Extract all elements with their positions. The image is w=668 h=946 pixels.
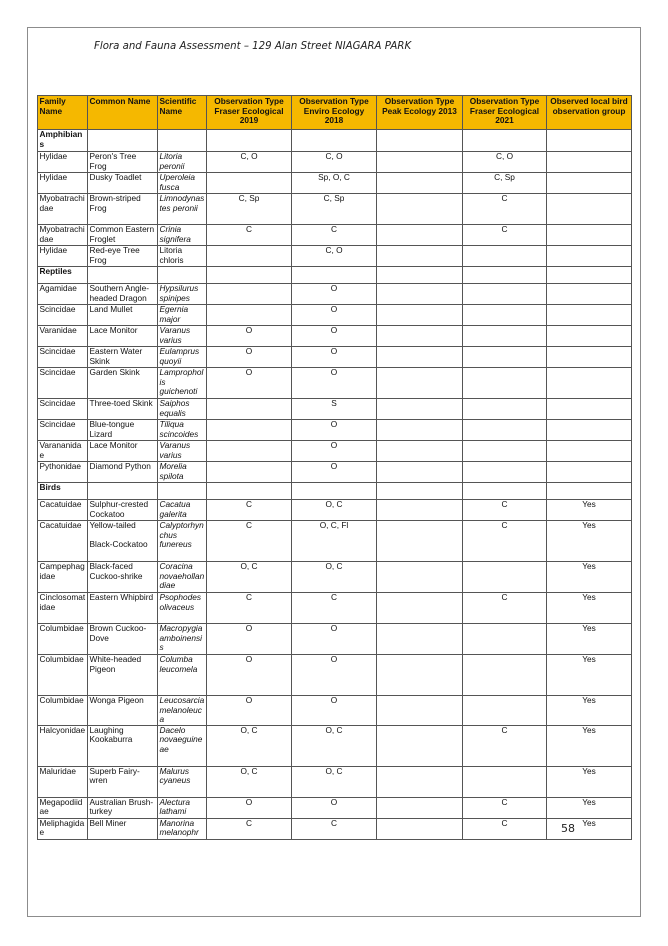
family-cell: Scincidae bbox=[38, 420, 88, 441]
scientific-name-cell: Malurus cyaneus bbox=[158, 766, 207, 797]
table-body bbox=[38, 130, 632, 840]
table-row bbox=[38, 194, 632, 225]
family-cell: Pythonidae bbox=[38, 462, 88, 483]
empty-cell bbox=[88, 130, 158, 152]
obs-fraser-2021-cell bbox=[463, 655, 547, 696]
bird-group-cell: Yes bbox=[547, 818, 632, 839]
scientific-name-cell: Coracina novaehollandiae bbox=[158, 562, 207, 593]
scientific-name-cell: Hypsilurus spinipes bbox=[158, 284, 207, 305]
common-name-cell: Sulphur-crested Cockatoo bbox=[88, 500, 158, 521]
common-name-cell: White-headed Pigeon bbox=[88, 655, 158, 696]
obs-enviro-2018-cell: O, C bbox=[292, 766, 377, 797]
obs-fraser-2019-cell: O, C bbox=[207, 725, 292, 766]
category-label: Birds bbox=[38, 483, 88, 500]
obs-fraser-2019-cell bbox=[207, 399, 292, 420]
empty-cell bbox=[463, 130, 547, 152]
empty-cell bbox=[377, 130, 463, 152]
family-cell: Columbidae bbox=[38, 624, 88, 655]
column-header: Observed local bird observation group bbox=[547, 96, 632, 130]
table-row bbox=[38, 326, 632, 347]
scientific-name-cell: Eulamprus quoyii bbox=[158, 347, 207, 368]
family-cell: Cacatuidae bbox=[38, 500, 88, 521]
bird-group-cell bbox=[547, 347, 632, 368]
column-header: Common Name bbox=[88, 96, 158, 130]
family-cell: Maluridae bbox=[38, 766, 88, 797]
column-header: Observation Type Enviro Ecology 2018 bbox=[292, 96, 377, 130]
obs-fraser-2019-cell: C bbox=[207, 521, 292, 562]
empty-cell bbox=[88, 267, 158, 284]
table-row bbox=[38, 347, 632, 368]
obs-enviro-2018-cell: O, C bbox=[292, 562, 377, 593]
common-name-cell: Dusky Toadlet bbox=[88, 173, 158, 194]
family-cell: Varanidae bbox=[38, 326, 88, 347]
obs-peak-2013-cell bbox=[377, 441, 463, 462]
column-header: Scientific Name bbox=[158, 96, 207, 130]
table-row bbox=[38, 173, 632, 194]
scientific-name-cell: Psophodes olivaceus bbox=[158, 593, 207, 624]
obs-fraser-2019-cell: C bbox=[207, 818, 292, 839]
bird-group-cell bbox=[547, 152, 632, 173]
empty-cell bbox=[207, 267, 292, 284]
scientific-name-cell: Litoria chloris bbox=[158, 246, 207, 267]
obs-fraser-2021-cell: C bbox=[463, 818, 547, 839]
obs-enviro-2018-cell: C bbox=[292, 818, 377, 839]
common-name-cell: Blue-tongue Lizard bbox=[88, 420, 158, 441]
family-cell: Cacatuidae bbox=[38, 521, 88, 562]
column-header: Observation Type Peak Ecology 2013 bbox=[377, 96, 463, 130]
obs-fraser-2021-cell: C, O bbox=[463, 152, 547, 173]
bird-group-cell: Yes bbox=[547, 655, 632, 696]
scientific-name-cell: Macropygia amboinensis bbox=[158, 624, 207, 655]
bird-group-cell bbox=[547, 420, 632, 441]
obs-fraser-2019-cell: C, O bbox=[207, 152, 292, 173]
table-row bbox=[38, 420, 632, 441]
bird-group-cell: Yes bbox=[547, 562, 632, 593]
bird-group-cell bbox=[547, 399, 632, 420]
scientific-name-cell: Alectura lathami bbox=[158, 797, 207, 818]
bird-group-cell bbox=[547, 194, 632, 225]
table-row bbox=[38, 696, 632, 726]
table-header-row bbox=[38, 96, 632, 130]
bird-group-cell: Yes bbox=[547, 624, 632, 655]
obs-fraser-2021-cell bbox=[463, 284, 547, 305]
bird-group-cell: Yes bbox=[547, 766, 632, 797]
empty-cell bbox=[377, 483, 463, 500]
obs-fraser-2021-cell bbox=[463, 305, 547, 326]
scientific-name-cell: Varanus varius bbox=[158, 326, 207, 347]
obs-fraser-2019-cell bbox=[207, 462, 292, 483]
table-row bbox=[38, 521, 632, 562]
family-cell: Scincidae bbox=[38, 368, 88, 399]
table-row bbox=[38, 725, 632, 766]
bird-group-cell: Yes bbox=[547, 696, 632, 726]
bird-group-cell bbox=[547, 225, 632, 246]
obs-fraser-2021-cell: C bbox=[463, 194, 547, 225]
bird-group-cell bbox=[547, 326, 632, 347]
obs-enviro-2018-cell: O, C, Fl bbox=[292, 521, 377, 562]
obs-peak-2013-cell bbox=[377, 152, 463, 173]
obs-enviro-2018-cell: S bbox=[292, 399, 377, 420]
obs-fraser-2021-cell bbox=[463, 766, 547, 797]
bird-group-cell bbox=[547, 441, 632, 462]
scientific-name-cell: Manorina melanophr bbox=[158, 818, 207, 839]
obs-enviro-2018-cell: O bbox=[292, 284, 377, 305]
obs-peak-2013-cell bbox=[377, 766, 463, 797]
common-name-cell: Australian Brush-turkey bbox=[88, 797, 158, 818]
obs-fraser-2019-cell bbox=[207, 305, 292, 326]
empty-cell bbox=[547, 483, 632, 500]
scientific-name-cell: Leucosarcia melanoleuca bbox=[158, 696, 207, 726]
obs-fraser-2019-cell: O bbox=[207, 696, 292, 726]
obs-fraser-2019-cell: C bbox=[207, 225, 292, 246]
family-cell: Scincidae bbox=[38, 347, 88, 368]
table-row bbox=[38, 655, 632, 696]
common-name-cell: Black-faced Cuckoo-shrike bbox=[88, 562, 158, 593]
category-row bbox=[38, 267, 632, 284]
fauna-species-table bbox=[37, 95, 632, 840]
obs-peak-2013-cell bbox=[377, 521, 463, 562]
table-row bbox=[38, 246, 632, 267]
obs-peak-2013-cell bbox=[377, 462, 463, 483]
obs-enviro-2018-cell: C, O bbox=[292, 246, 377, 267]
empty-cell bbox=[292, 483, 377, 500]
obs-fraser-2019-cell bbox=[207, 284, 292, 305]
obs-peak-2013-cell bbox=[377, 420, 463, 441]
scientific-name-cell: Lampropholis guichenoti bbox=[158, 368, 207, 399]
table-row bbox=[38, 500, 632, 521]
scientific-name-cell: Calyptorhynchus funereus bbox=[158, 521, 207, 562]
bird-group-cell bbox=[547, 305, 632, 326]
empty-cell bbox=[207, 130, 292, 152]
obs-fraser-2021-cell: C bbox=[463, 225, 547, 246]
obs-peak-2013-cell bbox=[377, 797, 463, 818]
column-header: Family Name bbox=[38, 96, 88, 130]
obs-enviro-2018-cell: O bbox=[292, 305, 377, 326]
family-cell: Agamidae bbox=[38, 284, 88, 305]
obs-peak-2013-cell bbox=[377, 725, 463, 766]
common-name-cell: Red-eye Tree Frog bbox=[88, 246, 158, 267]
common-name-cell: Brown Cuckoo-Dove bbox=[88, 624, 158, 655]
obs-enviro-2018-cell: O bbox=[292, 696, 377, 726]
scientific-name-cell: Morelia spilota bbox=[158, 462, 207, 483]
scientific-name-cell: Egernia major bbox=[158, 305, 207, 326]
table-row bbox=[38, 797, 632, 818]
obs-fraser-2019-cell: O bbox=[207, 347, 292, 368]
table-row bbox=[38, 399, 632, 420]
family-cell: Campephagidae bbox=[38, 562, 88, 593]
bird-group-cell: Yes bbox=[547, 797, 632, 818]
empty-cell bbox=[377, 267, 463, 284]
obs-fraser-2021-cell bbox=[463, 246, 547, 267]
table-row bbox=[38, 766, 632, 797]
obs-fraser-2019-cell: C bbox=[207, 500, 292, 521]
category-row bbox=[38, 130, 632, 152]
obs-fraser-2021-cell: C bbox=[463, 725, 547, 766]
obs-enviro-2018-cell: C, O bbox=[292, 152, 377, 173]
obs-enviro-2018-cell: Sp, O, C bbox=[292, 173, 377, 194]
obs-fraser-2019-cell: O bbox=[207, 655, 292, 696]
empty-cell bbox=[292, 267, 377, 284]
obs-peak-2013-cell bbox=[377, 225, 463, 246]
family-cell: Cinclosomatidae bbox=[38, 593, 88, 624]
category-row bbox=[38, 483, 632, 500]
common-name-cell: Laughing Kookaburra bbox=[88, 725, 158, 766]
obs-peak-2013-cell bbox=[377, 246, 463, 267]
common-name-cell: Common Eastern Froglet bbox=[88, 225, 158, 246]
common-name-cell: Brown-striped Frog bbox=[88, 194, 158, 225]
table-row bbox=[38, 152, 632, 173]
family-cell: Scincidae bbox=[38, 305, 88, 326]
obs-enviro-2018-cell: O bbox=[292, 624, 377, 655]
obs-peak-2013-cell bbox=[377, 562, 463, 593]
table-row bbox=[38, 562, 632, 593]
obs-enviro-2018-cell: O bbox=[292, 462, 377, 483]
column-header: Observation Type Fraser Ecological 2021 bbox=[463, 96, 547, 130]
common-name-cell: Diamond Python bbox=[88, 462, 158, 483]
obs-peak-2013-cell bbox=[377, 593, 463, 624]
obs-fraser-2019-cell: O, C bbox=[207, 766, 292, 797]
column-header: Observation Type Fraser Ecological 2019 bbox=[207, 96, 292, 130]
common-name-cell: Superb Fairy-wren bbox=[88, 766, 158, 797]
family-cell: Varananidae bbox=[38, 441, 88, 462]
table-row bbox=[38, 441, 632, 462]
common-name-cell: Lace Monitor bbox=[88, 441, 158, 462]
obs-peak-2013-cell bbox=[377, 326, 463, 347]
obs-fraser-2021-cell bbox=[463, 696, 547, 726]
obs-fraser-2021-cell bbox=[463, 420, 547, 441]
common-name-cell: Yellow-tailed Black-Cockatoo bbox=[88, 521, 158, 562]
family-cell: Myobatrachidae bbox=[38, 194, 88, 225]
scientific-name-cell: Limnodynastes peronii bbox=[158, 194, 207, 225]
obs-fraser-2021-cell: C bbox=[463, 500, 547, 521]
table-row bbox=[38, 624, 632, 655]
empty-cell bbox=[158, 267, 207, 284]
scientific-name-cell: Varanus varius bbox=[158, 441, 207, 462]
bird-group-cell bbox=[547, 246, 632, 267]
scientific-name-cell: Crinia signifera bbox=[158, 225, 207, 246]
obs-enviro-2018-cell: O, C bbox=[292, 500, 377, 521]
obs-peak-2013-cell bbox=[377, 173, 463, 194]
obs-peak-2013-cell bbox=[377, 194, 463, 225]
scientific-name-cell: Litoria peronii bbox=[158, 152, 207, 173]
empty-cell bbox=[158, 130, 207, 152]
obs-fraser-2019-cell: O bbox=[207, 368, 292, 399]
obs-fraser-2019-cell bbox=[207, 441, 292, 462]
empty-cell bbox=[463, 267, 547, 284]
common-name-cell: Garden Skink bbox=[88, 368, 158, 399]
common-name-cell: Lace Monitor bbox=[88, 326, 158, 347]
obs-peak-2013-cell bbox=[377, 696, 463, 726]
obs-enviro-2018-cell: O bbox=[292, 655, 377, 696]
empty-cell bbox=[88, 483, 158, 500]
page-number: 58 bbox=[561, 822, 575, 835]
common-name-cell: Land Mullet bbox=[88, 305, 158, 326]
obs-fraser-2019-cell bbox=[207, 246, 292, 267]
bird-group-cell bbox=[547, 173, 632, 194]
obs-enviro-2018-cell: O bbox=[292, 420, 377, 441]
obs-fraser-2021-cell bbox=[463, 347, 547, 368]
bird-group-cell: Yes bbox=[547, 593, 632, 624]
obs-fraser-2021-cell: C bbox=[463, 593, 547, 624]
obs-fraser-2021-cell bbox=[463, 399, 547, 420]
scientific-name-cell: Saiphos equalis bbox=[158, 399, 207, 420]
obs-enviro-2018-cell: C, Sp bbox=[292, 194, 377, 225]
family-cell: Myobatrachidae bbox=[38, 225, 88, 246]
obs-fraser-2019-cell: C, Sp bbox=[207, 194, 292, 225]
obs-fraser-2021-cell bbox=[463, 462, 547, 483]
empty-cell bbox=[207, 483, 292, 500]
table-row bbox=[38, 305, 632, 326]
common-name-cell: Eastern Water Skink bbox=[88, 347, 158, 368]
bird-group-cell: Yes bbox=[547, 725, 632, 766]
table-row bbox=[38, 593, 632, 624]
obs-fraser-2019-cell: O bbox=[207, 797, 292, 818]
obs-peak-2013-cell bbox=[377, 624, 463, 655]
obs-enviro-2018-cell: O, C bbox=[292, 725, 377, 766]
family-cell: Hylidae bbox=[38, 173, 88, 194]
bird-group-cell: Yes bbox=[547, 521, 632, 562]
table-row bbox=[38, 818, 632, 839]
family-cell: Hylidae bbox=[38, 246, 88, 267]
obs-enviro-2018-cell: O bbox=[292, 441, 377, 462]
obs-fraser-2021-cell bbox=[463, 368, 547, 399]
obs-fraser-2021-cell bbox=[463, 624, 547, 655]
obs-fraser-2019-cell: O, C bbox=[207, 562, 292, 593]
table-row bbox=[38, 284, 632, 305]
obs-fraser-2021-cell: C bbox=[463, 797, 547, 818]
empty-cell bbox=[463, 483, 547, 500]
document-header-title: Flora and Fauna Assessment – 129 Alan Street NIAGARA PARK bbox=[94, 41, 412, 52]
obs-fraser-2019-cell: O bbox=[207, 326, 292, 347]
table-row bbox=[38, 368, 632, 399]
obs-enviro-2018-cell: O bbox=[292, 797, 377, 818]
common-name-cell: Southern Angle-headed Dragon bbox=[88, 284, 158, 305]
family-cell: Megapodiidae bbox=[38, 797, 88, 818]
common-name-cell: Peron's Tree Frog bbox=[88, 152, 158, 173]
scientific-name-cell: Columba leucomela bbox=[158, 655, 207, 696]
obs-fraser-2021-cell: C, Sp bbox=[463, 173, 547, 194]
obs-fraser-2019-cell bbox=[207, 173, 292, 194]
bird-group-cell: Yes bbox=[547, 500, 632, 521]
obs-enviro-2018-cell: O bbox=[292, 347, 377, 368]
obs-peak-2013-cell bbox=[377, 368, 463, 399]
bird-group-cell bbox=[547, 284, 632, 305]
obs-fraser-2021-cell bbox=[463, 326, 547, 347]
bird-group-cell bbox=[547, 462, 632, 483]
scientific-name-cell: Cacatua galerita bbox=[158, 500, 207, 521]
obs-enviro-2018-cell: C bbox=[292, 225, 377, 246]
obs-peak-2013-cell bbox=[377, 500, 463, 521]
family-cell: Hylidae bbox=[38, 152, 88, 173]
obs-peak-2013-cell bbox=[377, 655, 463, 696]
table-row bbox=[38, 225, 632, 246]
obs-fraser-2021-cell bbox=[463, 441, 547, 462]
obs-peak-2013-cell bbox=[377, 284, 463, 305]
category-label: Reptiles bbox=[38, 267, 88, 284]
obs-peak-2013-cell bbox=[377, 399, 463, 420]
common-name-cell: Bell Miner bbox=[88, 818, 158, 839]
obs-peak-2013-cell bbox=[377, 305, 463, 326]
obs-peak-2013-cell bbox=[377, 818, 463, 839]
obs-fraser-2021-cell: C bbox=[463, 521, 547, 562]
obs-peak-2013-cell bbox=[377, 347, 463, 368]
obs-fraser-2019-cell: O bbox=[207, 624, 292, 655]
family-cell: Halcyonidae bbox=[38, 725, 88, 766]
common-name-cell: Wonga Pigeon bbox=[88, 696, 158, 726]
obs-fraser-2019-cell: C bbox=[207, 593, 292, 624]
empty-cell bbox=[547, 267, 632, 284]
scientific-name-cell: Tiliqua scincoides bbox=[158, 420, 207, 441]
empty-cell bbox=[547, 130, 632, 152]
empty-cell bbox=[158, 483, 207, 500]
common-name-cell: Eastern Whipbird bbox=[88, 593, 158, 624]
scientific-name-cell: Uperoleia fusca bbox=[158, 173, 207, 194]
obs-enviro-2018-cell: O bbox=[292, 368, 377, 399]
obs-fraser-2019-cell bbox=[207, 420, 292, 441]
family-cell: Scincidae bbox=[38, 399, 88, 420]
obs-enviro-2018-cell: C bbox=[292, 593, 377, 624]
family-cell: Meliphagidae bbox=[38, 818, 88, 839]
obs-enviro-2018-cell: O bbox=[292, 326, 377, 347]
category-label: Amphibians bbox=[38, 130, 88, 152]
obs-fraser-2021-cell bbox=[463, 562, 547, 593]
bird-group-cell bbox=[547, 368, 632, 399]
family-cell: Columbidae bbox=[38, 696, 88, 726]
empty-cell bbox=[292, 130, 377, 152]
common-name-cell: Three-toed Skink bbox=[88, 399, 158, 420]
family-cell: Columbidae bbox=[38, 655, 88, 696]
scientific-name-cell: Dacelo novaeguineae bbox=[158, 725, 207, 766]
table-row bbox=[38, 462, 632, 483]
